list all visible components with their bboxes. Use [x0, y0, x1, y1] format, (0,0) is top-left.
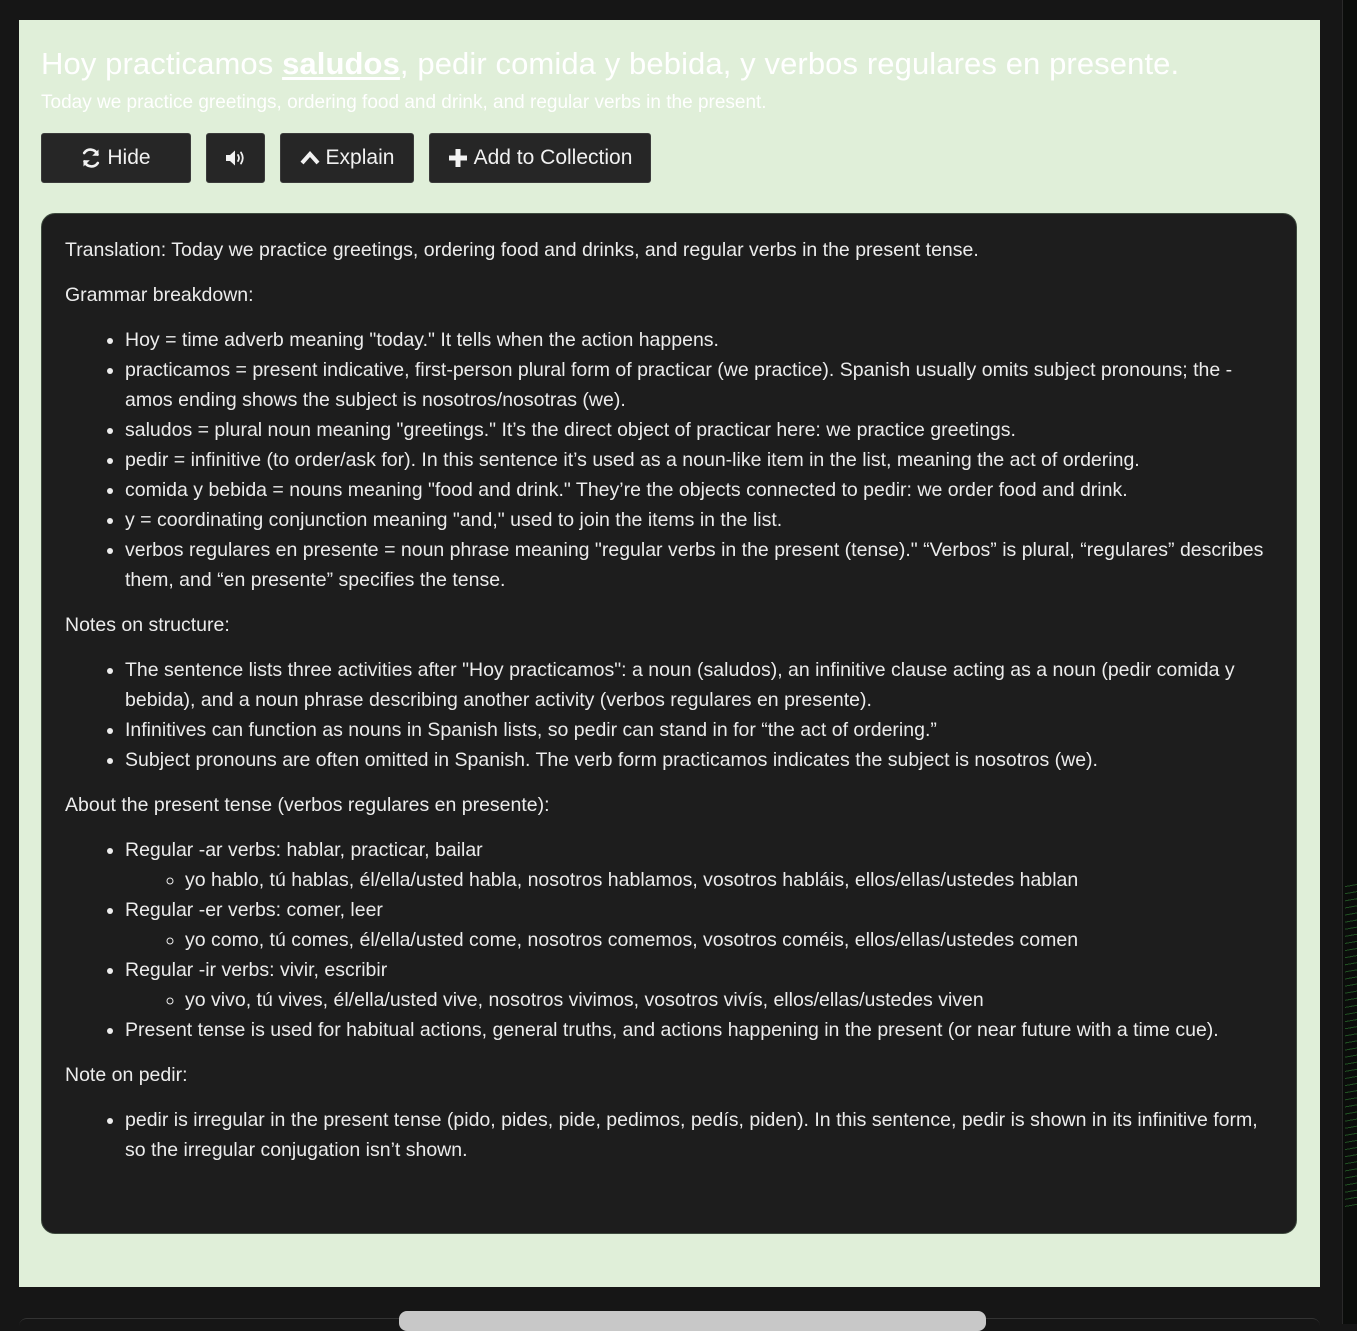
grammar-list: [65, 325, 1296, 595]
ar-verbs-text: Regular -ar verbs: hablar, practicar, bailar: [125, 839, 483, 861]
list-item: • Present tense is used for habitual actions, general truths, and actions happening in the present (or near future with a time cue).: [125, 1015, 1296, 1045]
list-item: • Infinitives can function as nouns in Spanish lists, so pedir can stand in for “the act of ordering.”: [125, 715, 1296, 745]
list-item: [125, 895, 1296, 955]
chevron-up-icon: [300, 150, 320, 166]
sentence-before: Hoy practicamos: [41, 46, 283, 81]
play-audio-button[interactable]: [206, 133, 265, 183]
list-item: • verbos regulares en presente = noun phrase meaning "regular verbs in the present (tense)." “Verbos” is plural, “regulares” describes them, and “en presente” specifies the tense.: [125, 535, 1296, 595]
grammar-heading: Grammar breakdown:: [65, 284, 254, 306]
add-label: Add to Collection: [473, 146, 633, 169]
right-side-strip: [1342, 0, 1357, 1324]
explanation-panel: [41, 213, 1297, 1234]
list-item: • pedir is irregular in the present tense (pido, pides, pide, pedimos, pedís, piden). In this sentence, pedir is shown in its infinitive form, so the irregular conjugation isn’t shown.: [125, 1105, 1296, 1165]
hide-button[interactable]: [41, 133, 191, 183]
ir-verbs-text: Regular -ir verbs: vivir, escribir: [125, 959, 388, 981]
sentence-after: , pedir comida y bebida, y verbos regulares en presente.: [399, 46, 1180, 81]
pedir-heading: Note on pedir:: [65, 1064, 188, 1086]
list-item: • Subject pronouns are often omitted in Spanish. The verb form practicamos indicates the subject is nosotros (we).: [125, 745, 1296, 775]
present-tense-heading: About the present tense (verbos regulares en presente):: [65, 794, 550, 816]
explain-button[interactable]: [280, 133, 414, 183]
list-item: ◦ yo como, tú comes, él/ella/usted come, nosotros comemos, vosotros coméis, ellos/ellas/ustedes comen: [185, 925, 1272, 955]
translation-text: Translation: Today we practice greetings, ordering food and drinks, and regular verbs in the present tense.: [65, 239, 979, 261]
bottom-scroll-handle[interactable]: [399, 1311, 986, 1331]
list-item: • The sentence lists three activities after "Hoy practicamos": a noun (saludos), an infinitive clause acting as a noun (pedir comida y bebida), and a noun phrase describing another activity (verbos regulares en presente).: [125, 655, 1296, 715]
volume-icon: [225, 149, 247, 167]
list-item: [125, 955, 1296, 1015]
sentence-translation: Today we practice greetings, ordering food and drink, and regular verbs in the present.: [41, 92, 767, 113]
list-item: • saludos = plural noun meaning "greetings." It’s the direct object of practicar here: we practice greetings.: [125, 415, 1296, 445]
list-item: • comida y bebida = nouns meaning "food and drink." They’re the objects connected to pedir: we order food and drink.: [125, 475, 1296, 505]
refresh-icon: [81, 147, 101, 169]
highlighted-word[interactable]: saludos: [282, 46, 400, 81]
er-verbs-text: Regular -er verbs: comer, leer: [125, 899, 383, 921]
structure-list: [65, 655, 1296, 775]
add-to-collection-button[interactable]: [429, 133, 651, 183]
structure-heading: Notes on structure:: [65, 614, 230, 636]
list-item: [125, 835, 1296, 895]
list-item: ◦ yo hablo, tú hablas, él/ella/usted habla, nosotros hablamos, vosotros habláis, ellos/ellas/ustedes hablan: [185, 865, 1272, 895]
list-item: ◦ yo vivo, tú vives, él/ella/usted vive, nosotros vivimos, vosotros vivís, ellos/ellas/ustedes viven: [185, 985, 1272, 1015]
present-tense-list: [65, 835, 1296, 1045]
hide-label: Hide: [107, 146, 151, 169]
sentence-text: [41, 46, 1179, 82]
ir-conjugation-list: [125, 985, 1272, 1015]
decorative-lines: [1345, 880, 1357, 1210]
explain-label: Explain: [325, 146, 395, 169]
list-item: • y = coordinating conjunction meaning "and," used to join the items in the list.: [125, 505, 1296, 535]
list-item: • practicamos = present indicative, first-person plural form of practicar (we practice). Spanish usually omits subject pronouns; the -amos ending shows the subject is nosotros/nosotras (we).: [125, 355, 1296, 415]
pedir-list: [65, 1105, 1296, 1165]
er-conjugation-list: [125, 925, 1272, 955]
sentence-card: [19, 20, 1320, 1287]
plus-icon: [448, 148, 468, 168]
ar-conjugation-list: [125, 865, 1272, 895]
list-item: • pedir = infinitive (to order/ask for). In this sentence it’s used as a noun-like item in the list, meaning the act of ordering.: [125, 445, 1296, 475]
list-item: • Hoy = time adverb meaning "today." It tells when the action happens.: [125, 325, 1296, 355]
